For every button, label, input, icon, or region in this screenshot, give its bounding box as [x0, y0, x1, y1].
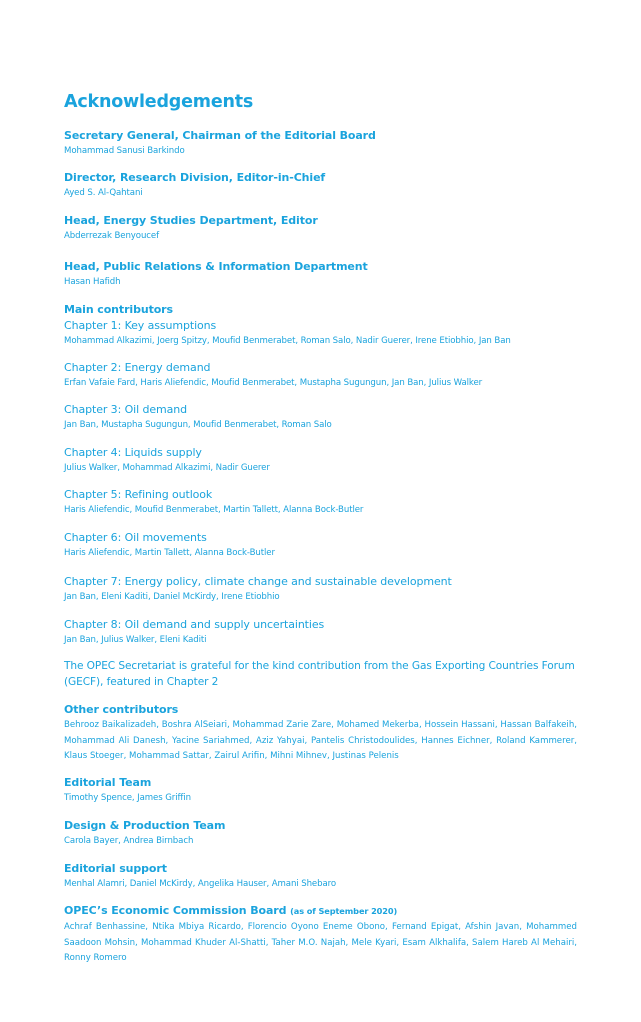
chapter-4-section [64, 445, 577, 477]
section-heading: Editorial Team [64, 776, 152, 789]
section-names: Hasan Hafidh [64, 277, 121, 287]
other-contributors-section [64, 702, 577, 765]
economic-commission-section [64, 903, 577, 967]
section-heading: Main contributors [64, 303, 173, 316]
chapter-title: Chapter 2: Energy demand [64, 361, 211, 374]
section-names: Mohammad Sanusi Barkindo [64, 146, 185, 156]
chapter-title: Chapter 3: Oil demand [64, 403, 188, 416]
main-contributors-section [64, 302, 577, 350]
chapter-names: Haris Aliefendic, Moufid Benmerabet, Martin Tallett, Alanna Bock-Butler [64, 505, 364, 515]
section-heading-note: (as of September 2020) [290, 906, 398, 916]
section-heading: Editorial support [64, 862, 167, 875]
section-names: Behrooz Baikalizadeh, Boshra AlSeiari, Mohammad Zarie Zare, Mohamed Mekerba, Hossein Hassani, Hassan Balfakeih, Mohammad Ali Danesh, Yacine Sariahmed, Aziz Yahyai, Pantelis Christodoulides, Hannes Eichner, Roland Kammerer, Klaus Stoeger, Mohammad Sattar, Zairul Arifin, Mihni Mihnev, Justinas Pelenis [64, 720, 577, 761]
chapter-3-section [64, 402, 577, 434]
chapter-2-section [64, 360, 577, 392]
section-names: Carola Bayer, Andrea Birnbach [64, 836, 194, 846]
editorial-support-section [64, 861, 577, 893]
chapter-title: Chapter 6: Oil movements [64, 531, 207, 544]
section-heading: Other contributors [64, 703, 179, 716]
chapter-names: Mohammad Alkazimi, Joerg Spitzy, Moufid Benmerabet, Roman Salo, Nadir Guerer, Irene Etiobhio, Jan Ban [64, 336, 511, 346]
section-names: Ayed S. Al-Qahtani [64, 188, 143, 198]
head-energy-section [64, 213, 577, 245]
section-heading: Design & Production Team [64, 819, 226, 832]
head-pr-section [64, 259, 577, 291]
chapter-title: Chapter 5: Refining outlook [64, 488, 213, 501]
chapter-names: Haris Aliefendic, Martin Tallett, Alanna Bock-Butler [64, 548, 275, 558]
section-heading: Secretary General, Chairman of the Editorial Board [64, 129, 376, 142]
editorial-team-section [64, 775, 577, 807]
chapter-names: Jan Ban, Mustapha Sugungun, Moufid Benmerabet, Roman Salo [64, 420, 332, 430]
chapter-8-section [64, 617, 577, 649]
section-heading-text: OPEC’s Economic Commission Board [64, 904, 287, 917]
chapter-title: Chapter 1: Key assumptions [64, 319, 217, 332]
chapter-names: Julius Walker, Mohammad Alkazimi, Nadir Guerer [64, 463, 270, 473]
chapter-6-section [64, 530, 577, 562]
secretary-general-section [64, 128, 577, 160]
chapter-title: Chapter 8: Oil demand and supply uncertainties [64, 618, 325, 631]
gecf-note: The OPEC Secretariat is grateful for the kind contribution from the Gas Exporting Countries Forum (GECF), featured in Chapter 2 [64, 660, 575, 688]
section-names: Abderrezak Benyoucef [64, 231, 160, 241]
section-names: Timothy Spence, James Griffin [64, 793, 191, 803]
section-heading: Head, Energy Studies Department, Editor [64, 214, 318, 227]
chapter-names: Jan Ban, Eleni Kaditi, Daniel McKirdy, Irene Etiobhio [64, 592, 280, 602]
section-names: Menhal Alamri, Daniel McKirdy, Angelika Hauser, Amani Shebaro [64, 879, 337, 889]
chapter-7-section [64, 574, 577, 606]
chapter-names: Erfan Vafaie Fard, Haris Aliefendic, Moufid Benmerabet, Mustapha Sugungun, Jan Ban, Julius Walker [64, 378, 483, 388]
section-heading: Director, Research Division, Editor-in-Chief [64, 171, 326, 184]
section-heading: Head, Public Relations & Information Department [64, 260, 368, 273]
section-heading [64, 903, 577, 919]
chapter-title: Chapter 7: Energy policy, climate change and sustainable development [64, 575, 452, 588]
chapter-5-section [64, 487, 577, 519]
design-team-section [64, 818, 577, 850]
chapter-names: Jan Ban, Julius Walker, Eleni Kaditi [64, 635, 207, 645]
section-names: Achraf Benhassine, Ntika Mbiya Ricardo, Florencio Oyono Eneme Obono, Fernand Epigat, Afshin Javan, Mohammed Saadoon Mohsin, Mohammad Khuder Al-Shatti, Taher M.O. Najah, Mele Kyari, Esam Alkhalifa, Salem Hareb Al Mehairi, Ronny Romero [64, 922, 577, 963]
page-title: Acknowledgements [64, 92, 254, 112]
director-section [64, 170, 577, 202]
chapter-title: Chapter 4: Liquids supply [64, 446, 202, 459]
